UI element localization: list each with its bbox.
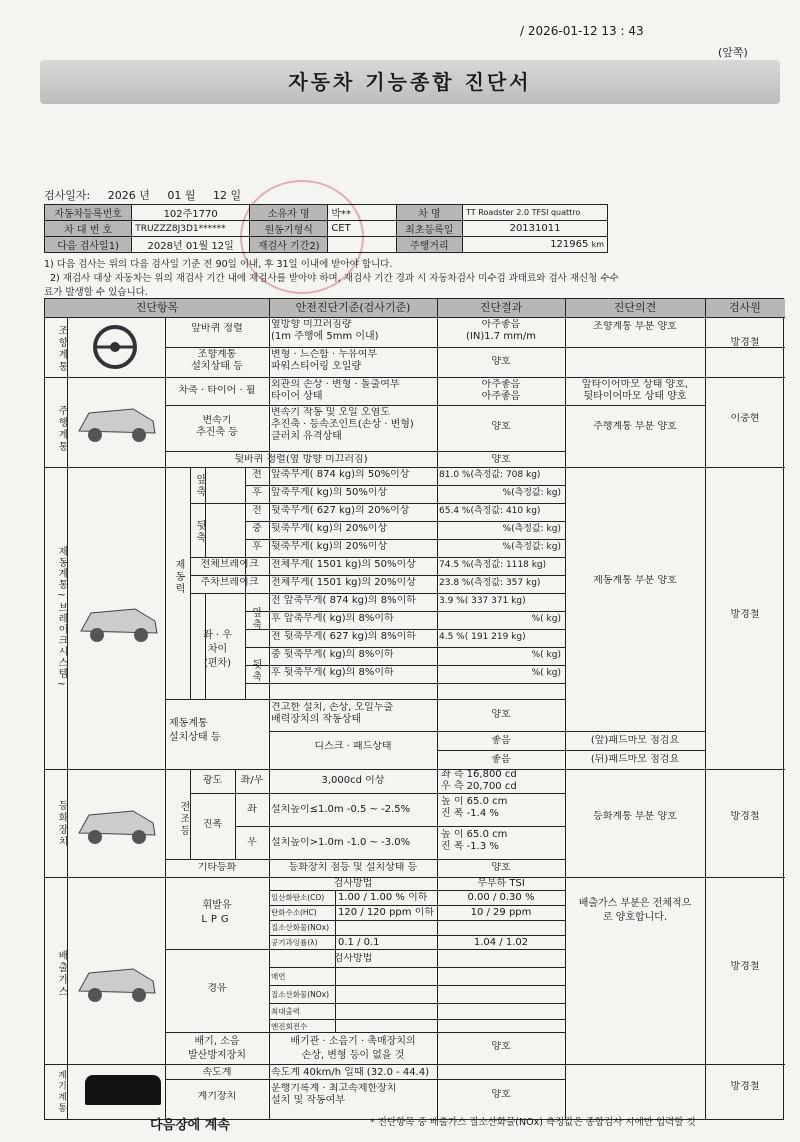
instrument-std bbox=[271, 1083, 437, 1107]
luminance-pos: 좌/우 bbox=[240, 775, 264, 786]
aim-right-height: 높 이 65.0 cm bbox=[441, 829, 508, 840]
brake-inspector: 방경철 bbox=[730, 609, 760, 620]
drive-r1-res-line2: 아주좋음 bbox=[481, 391, 521, 402]
next-inspection: 2028년 01월 12일 bbox=[132, 237, 250, 253]
brake-diff-label-line3: (편차) bbox=[203, 658, 232, 669]
diesel-item: 경유 bbox=[207, 983, 227, 994]
col-opinion: 진단의견 bbox=[565, 299, 705, 317]
brake-row-pos: 중 bbox=[252, 523, 262, 534]
muffler-item bbox=[165, 1035, 269, 1063]
steering-r1-std-line1: 옆방향 미끄러짐량 bbox=[271, 319, 352, 330]
lpg-label: LPG bbox=[201, 914, 233, 925]
headlight-label: 전조등 bbox=[178, 801, 189, 837]
drive-r1-opinion bbox=[565, 379, 705, 403]
inspection-year: 2026 년 bbox=[107, 189, 150, 202]
lambda-std: 0.1 / 0.1 bbox=[338, 937, 380, 948]
instrument-std-line1: 운행기록계 · 최고속제한장치 bbox=[271, 1083, 397, 1094]
brake-rear-axle: 뒷축 bbox=[194, 520, 205, 544]
speedometer-std: 속도계 40km/h 일때 (32.0 - 44.4) bbox=[271, 1067, 430, 1078]
hc-res: 10 / 29 ppm bbox=[470, 907, 532, 918]
car-icon bbox=[75, 591, 163, 647]
co-res: 0.00 / 0.30 % bbox=[467, 892, 535, 903]
aim-left-height: 높 이 65.0 cm bbox=[441, 796, 508, 807]
gas-method-label: 검사방법 bbox=[333, 878, 373, 889]
brake-row-pos: 전 bbox=[252, 505, 262, 516]
aim-right-amplitude: 진 폭 -1.3 % bbox=[441, 841, 499, 852]
brake-diff-row-pos: 전 bbox=[271, 631, 281, 642]
first-reg: 20131011 bbox=[463, 221, 608, 237]
brake-diff-row-res: %( kg) bbox=[531, 668, 561, 678]
col-inspector: 검사원 bbox=[705, 299, 785, 317]
hc-label: 탄화수소(HC) bbox=[271, 908, 317, 917]
lights-label: 등화장치 bbox=[56, 800, 67, 848]
drive-r1-std bbox=[271, 379, 437, 403]
steering-r2-std-line2: 파워스티어링 오일량 bbox=[271, 361, 362, 372]
drive-r2-std bbox=[271, 407, 437, 443]
reg-no: 102주1770 bbox=[132, 205, 250, 221]
aim-right-std: 설치높이>1.0m -1.0 ~ -3.0% bbox=[271, 837, 411, 848]
brake-diff-row-std-text: 뒷축무게( 627 kg)의 8%이하 bbox=[283, 631, 416, 642]
steering-r2-res: 양호 bbox=[491, 356, 511, 367]
brake-diff-row-std bbox=[271, 595, 437, 607]
brake-row-res: %(측정값: kg) bbox=[502, 488, 561, 498]
lambda-label: 공기과잉률(λ) bbox=[271, 938, 318, 947]
gauge-label: 계기계통 bbox=[56, 1070, 66, 1114]
brake-diff-row-std bbox=[271, 631, 437, 643]
aim-label: 진폭 bbox=[202, 819, 223, 830]
brake-row-std: 뒷축무게( kg)의 20%이상 bbox=[271, 541, 388, 552]
model: TT Roadster 2.0 TFSI quattro bbox=[463, 205, 608, 221]
exhaust-opinion-line2: 로 양호합니다. bbox=[602, 912, 668, 923]
vin-label: 차 대 번 호 bbox=[45, 221, 132, 237]
aim-left-res bbox=[441, 796, 565, 820]
inspection-day: 12 일 bbox=[212, 189, 242, 202]
co-std: 1.00 / 1.00 % 이하 bbox=[338, 892, 428, 903]
muffler-item-line2: 발산방지장치 bbox=[188, 1050, 246, 1061]
gauge-inspector: 방경철 bbox=[730, 1081, 760, 1092]
first-reg-label: 최초등록일 bbox=[396, 221, 463, 237]
max-output-label: 최대출력 bbox=[271, 1007, 300, 1016]
brake-row-std: 뒷축무게( kg)의 20%이상 bbox=[271, 523, 388, 534]
muffler-std-line2: 손상, 변형 등이 없을 것 bbox=[301, 1050, 405, 1061]
brake-row-pos: 후 bbox=[252, 487, 262, 498]
brake-row-std: 앞축무게( 874 kg)의 50%이상 bbox=[271, 469, 410, 480]
drive-r2-std-line2: 추진축 · 등속조인트(손상 · 변형) bbox=[271, 419, 414, 430]
drive-r3-res: 양호 bbox=[491, 454, 511, 465]
col-standard: 안전진단기준(검사기준) bbox=[269, 299, 437, 317]
engine: CET bbox=[328, 221, 396, 237]
brake-disc-opinion-front: (앞)패드마모 점검요 bbox=[590, 735, 680, 746]
engine-rpm-label: 엔진회전수 bbox=[271, 1022, 308, 1031]
drive-r2-res: 양호 bbox=[491, 421, 511, 432]
drive-r2-opinion: 주행계통 부분 양호 bbox=[593, 421, 677, 432]
steering-r1-std bbox=[271, 319, 437, 343]
brake-diff-row-std-text: 앞축무게( 874 kg)의 8%이하 bbox=[283, 595, 416, 606]
brake-install-std bbox=[271, 702, 437, 726]
lights-opinion: 등화계통 부분 양호 bbox=[593, 811, 677, 822]
brake-diff-row-res: %( kg) bbox=[531, 650, 561, 660]
brake-install-std-line1: 견고한 설치, 손상, 오일누출 bbox=[271, 702, 394, 713]
brake-row-std: 뒷축무게( 627 kg)의 20%이상 bbox=[271, 505, 410, 516]
gasoline-label: 휘발유 bbox=[202, 900, 232, 911]
steering-opinion: 조향계통 부분 양호 bbox=[593, 321, 677, 332]
brake-row-res: 65.4 %(측정값: 410 kg) bbox=[439, 506, 541, 516]
brake-opinion: 제동계통 부분 양호 bbox=[593, 575, 677, 586]
brake-install-item-line1: 제동계통 bbox=[169, 718, 208, 729]
brake-diff-row-res: 3.9 %( 337 371 kg) bbox=[439, 596, 526, 606]
brake-diff-row-pos: 후 bbox=[271, 613, 281, 624]
document-title: 자동차 기능종합 진단서 bbox=[40, 60, 780, 104]
reinspect bbox=[328, 237, 396, 253]
steering-label: 조향계통 bbox=[56, 325, 67, 373]
luminance-right: 우 측 20,700 cd bbox=[441, 781, 517, 792]
brake-install-res: 양호 bbox=[491, 709, 511, 720]
brake-diff-row-res: 4.5 %( 191 219 kg) bbox=[439, 632, 526, 642]
brake-park-std: 전체무게( 1501 kg)의 20%이상 bbox=[271, 577, 416, 588]
mileage bbox=[463, 237, 608, 253]
lights-inspector: 방경철 bbox=[730, 811, 760, 822]
diesel-nox-label: 질소산화물(NOx) bbox=[271, 990, 330, 999]
speedometer-item: 속도계 bbox=[202, 1067, 232, 1078]
drive-r1-res bbox=[437, 379, 565, 403]
vehicle-info-table bbox=[44, 204, 608, 253]
brake-front-axle: 앞축 bbox=[194, 474, 205, 498]
brake-install-std-line2: 배력장치의 작동상태 bbox=[271, 714, 362, 725]
inspection-month: 01 월 bbox=[167, 189, 196, 202]
drive-r1-item: 차축 · 타이어 · 휠 bbox=[178, 385, 256, 396]
drive-r3-std: 뒷바퀴 정렬(옆 방향 미끄러짐) bbox=[234, 454, 368, 465]
brake-disc-res-rear: 좋음 bbox=[491, 754, 511, 765]
hc-std: 120 / 120 ppm 이하 bbox=[338, 907, 435, 918]
brake-disc-res-front: 좋음 bbox=[491, 735, 511, 746]
aim-left-pos: 좌 bbox=[247, 804, 257, 815]
steering-r2-std-line1: 변형 · 느슨함 · 누유여부 bbox=[271, 349, 378, 360]
instrument-std-line2: 설치 및 작동여부 bbox=[271, 1095, 345, 1106]
brake-force-label bbox=[167, 559, 189, 600]
page-side-label: (앞쪽) bbox=[718, 46, 748, 59]
brake-diff-row-std bbox=[271, 667, 437, 679]
brake-diff-rear: 뒷축 bbox=[250, 659, 261, 683]
luminance-left: 좌 측 16,800 cd bbox=[441, 769, 517, 780]
exhaust-label: 배출가스 bbox=[56, 950, 67, 998]
brake-label: 제동계통~브레이크시스템~ bbox=[56, 545, 67, 691]
steering-r1-res-line2: (IN)1.7 mm/m bbox=[466, 331, 536, 342]
brake-diff-row-std-text: 앞축무게( kg)의 8%이하 bbox=[283, 613, 394, 624]
brake-install-item bbox=[169, 717, 269, 745]
inspection-date bbox=[44, 187, 255, 203]
brake-disc-opinion-rear: (뒤)패드마모 점검요 bbox=[590, 754, 680, 765]
steering-r2-item-line1: 조향계통 bbox=[197, 349, 237, 360]
brake-diff-row-std bbox=[271, 613, 437, 625]
instrument-res: 양호 bbox=[491, 1089, 511, 1100]
steering-r1-res bbox=[437, 319, 565, 343]
brake-diff-row-pos: 후 bbox=[271, 667, 281, 678]
steering-inspector: 방경철 bbox=[730, 337, 760, 348]
brake-disc-std: 디스크 · 패드상태 bbox=[314, 741, 392, 752]
engine-label: 원동기형식 bbox=[250, 221, 328, 237]
drive-r1-opinion-line2: 뒷타이어마모 상태 양호 bbox=[583, 391, 687, 402]
mileage-unit: km bbox=[591, 240, 604, 249]
other-lights-item: 기타등화 bbox=[197, 862, 237, 873]
muffler-item-line1: 배기, 소음 bbox=[194, 1036, 240, 1047]
muffler-std-line1: 배기관 · 소음기 · 촉매장치의 bbox=[290, 1036, 416, 1047]
note-3: 료가 발생할 수 있습니다. bbox=[44, 287, 148, 298]
brake-row-res: %(측정값: kg) bbox=[502, 542, 561, 552]
instrument-item: 계기장치 bbox=[197, 1091, 237, 1102]
smoke-label: 매연 bbox=[271, 972, 286, 981]
reinspect-label: 재검사 기간2) bbox=[250, 237, 328, 253]
brake-diff-row-pos: 전 bbox=[271, 595, 281, 606]
col-item: 진단항목 bbox=[45, 299, 269, 317]
model-label: 차 명 bbox=[396, 205, 463, 221]
brake-row-pos: 후 bbox=[252, 541, 262, 552]
drive-r1-std-line2: 타이어 상태 bbox=[271, 391, 323, 402]
luminance-std: 3,000cd 이상 bbox=[321, 775, 385, 786]
muffler-res: 양호 bbox=[491, 1041, 511, 1052]
reg-no-label: 자동차등록번호 bbox=[45, 205, 132, 221]
brake-park-res: 23.8 %(측정값: 357 kg) bbox=[439, 578, 541, 588]
brake-row-std: 앞축무게( kg)의 50%이상 bbox=[271, 487, 388, 498]
gasoline-lpg-item bbox=[165, 899, 269, 927]
brake-diff-label-line1: 좌 · 우 bbox=[203, 630, 232, 641]
mileage-label: 주행거리 bbox=[396, 237, 463, 253]
muffler-std bbox=[269, 1035, 437, 1063]
brake-park-label: 주차브레이크 bbox=[200, 577, 259, 588]
aim-right-pos: 우 bbox=[247, 837, 257, 848]
drive-r1-std-line1: 외관의 손상 · 변형 · 돌출여부 bbox=[271, 379, 400, 390]
gas-method-res: 무부하 TSI bbox=[477, 878, 525, 889]
vin: TRUZZZ8J3D1****** bbox=[132, 221, 250, 237]
exhaust-opinion bbox=[565, 897, 705, 925]
col-result: 진단결과 bbox=[437, 299, 565, 317]
dashboard-icon bbox=[85, 1075, 161, 1105]
drive-r2-item-line2: 추진축 등 bbox=[196, 427, 238, 438]
aim-left-std: 설치높이≤1.0m -0.5 ~ -2.5% bbox=[271, 804, 411, 815]
brake-total-std: 전체무게( 1501 kg)의 50%이상 bbox=[271, 559, 416, 570]
mileage-value: 121965 bbox=[550, 239, 589, 250]
nox-label: 질소산화물(NOx) bbox=[271, 923, 330, 932]
drive-r2-std-line1: 변속기 작동 및 오일 오염도 bbox=[271, 407, 390, 418]
car-icon bbox=[73, 391, 161, 447]
next-inspection-label: 다음 검사일1) bbox=[45, 237, 132, 253]
diagnosis-table bbox=[44, 298, 784, 1120]
brake-diff-row-std-text: 뒷축무게( kg)의 8%이하 bbox=[283, 649, 394, 660]
steering-r2-item-line2: 설치상태 등 bbox=[191, 361, 243, 372]
brake-diff-row-pos: 중 bbox=[271, 649, 281, 660]
brake-row-res: %(측정값: kg) bbox=[502, 524, 561, 534]
brake-force-text: 제동력 bbox=[173, 559, 184, 595]
luminance-res bbox=[441, 769, 565, 793]
notes bbox=[44, 258, 784, 300]
drive-r2-item-line1: 변속기 bbox=[202, 415, 232, 426]
inspection-date-label: 검사일자: bbox=[44, 189, 91, 202]
print-timestamp: / 2026-01-12 13 : 43 bbox=[520, 24, 644, 38]
drive-r1-opinion-line1: 앞타이어마모 상태 양호, bbox=[581, 379, 689, 390]
steering-r2-std bbox=[271, 349, 437, 373]
brake-total-label: 전체브레이크 bbox=[200, 559, 259, 570]
steering-wheel-icon bbox=[73, 321, 157, 371]
brake-diff-row-std-text: 뒷축무게( kg)의 8%이하 bbox=[283, 667, 394, 678]
brake-diff-front: 앞축 bbox=[250, 607, 261, 631]
drive-inspector: 이충현 bbox=[730, 413, 760, 424]
brake-diff-row-res: %( kg) bbox=[531, 614, 561, 624]
owner: 박** bbox=[328, 205, 396, 221]
note-2: 2) 재검사 대상 자동차는 위의 재검사 기간 내에 재검사를 받아야 하며, 재검사 기간 경과 시 자동차검사 미수검 과태료와 검사 재신청 수수 bbox=[50, 273, 619, 284]
drive-r2-std-line3: 클러치 유격상태 bbox=[271, 431, 342, 442]
footer-note: * 진단항목 중 배출가스 질소산화물(NOx) 측정값은 종합검사 시에만 입력할 것 bbox=[370, 1117, 696, 1128]
owner-label: 소유자 명 bbox=[250, 205, 328, 221]
steering-r1-item: 앞바퀴 정렬 bbox=[191, 323, 243, 334]
brake-diff-label-line2: 차이 bbox=[207, 644, 228, 655]
diesel-method-label: 검사방법 bbox=[333, 953, 373, 964]
steering-r1-std-line2: (1m 주행에 5mm 이내) bbox=[271, 331, 379, 342]
co-label: 일산화탄소(CO) bbox=[271, 893, 325, 902]
other-lights-res: 양호 bbox=[491, 862, 511, 873]
brake-diff-label bbox=[190, 629, 245, 671]
brake-install-item-line2: 설치상태 등 bbox=[169, 732, 221, 743]
steering-r1-res-line1: 아주좋음 bbox=[481, 319, 521, 330]
lambda-res: 1.04 / 1.02 bbox=[473, 937, 529, 948]
drive-label: 주행계통 bbox=[56, 405, 67, 453]
brake-diff-row-std bbox=[271, 649, 437, 661]
note-1: 1) 다음 검사는 위의 다음 검사일 기준 전 90일 이내, 후 31일 이내에 받아야 합니다. bbox=[44, 259, 393, 270]
car-icon bbox=[73, 951, 161, 1007]
other-lights-std: 등화장치 점등 및 설치상태 등 bbox=[288, 862, 418, 873]
drive-r2-item bbox=[165, 415, 269, 439]
exhaust-opinion-line1: 배출가스 부분은 전체적으 bbox=[578, 898, 692, 909]
luminance-label: 광도 bbox=[202, 775, 223, 786]
aim-left-amplitude: 진 폭 -1.4 % bbox=[441, 808, 499, 819]
brake-total-res: 74.5 %(측정값: 1118 kg) bbox=[439, 560, 547, 570]
brake-row-pos: 전 bbox=[252, 469, 262, 480]
aim-right-res bbox=[441, 829, 565, 853]
car-icon bbox=[73, 793, 161, 849]
continued-next-page: 다음장에 계속 bbox=[150, 1118, 230, 1133]
drive-r1-res-line1: 아주좋음 bbox=[481, 379, 521, 390]
exhaust-inspector: 방경철 bbox=[730, 961, 760, 972]
steering-r2-item bbox=[165, 349, 269, 373]
brake-row-res: 81.0 %(측정값: 708 kg) bbox=[439, 470, 541, 480]
